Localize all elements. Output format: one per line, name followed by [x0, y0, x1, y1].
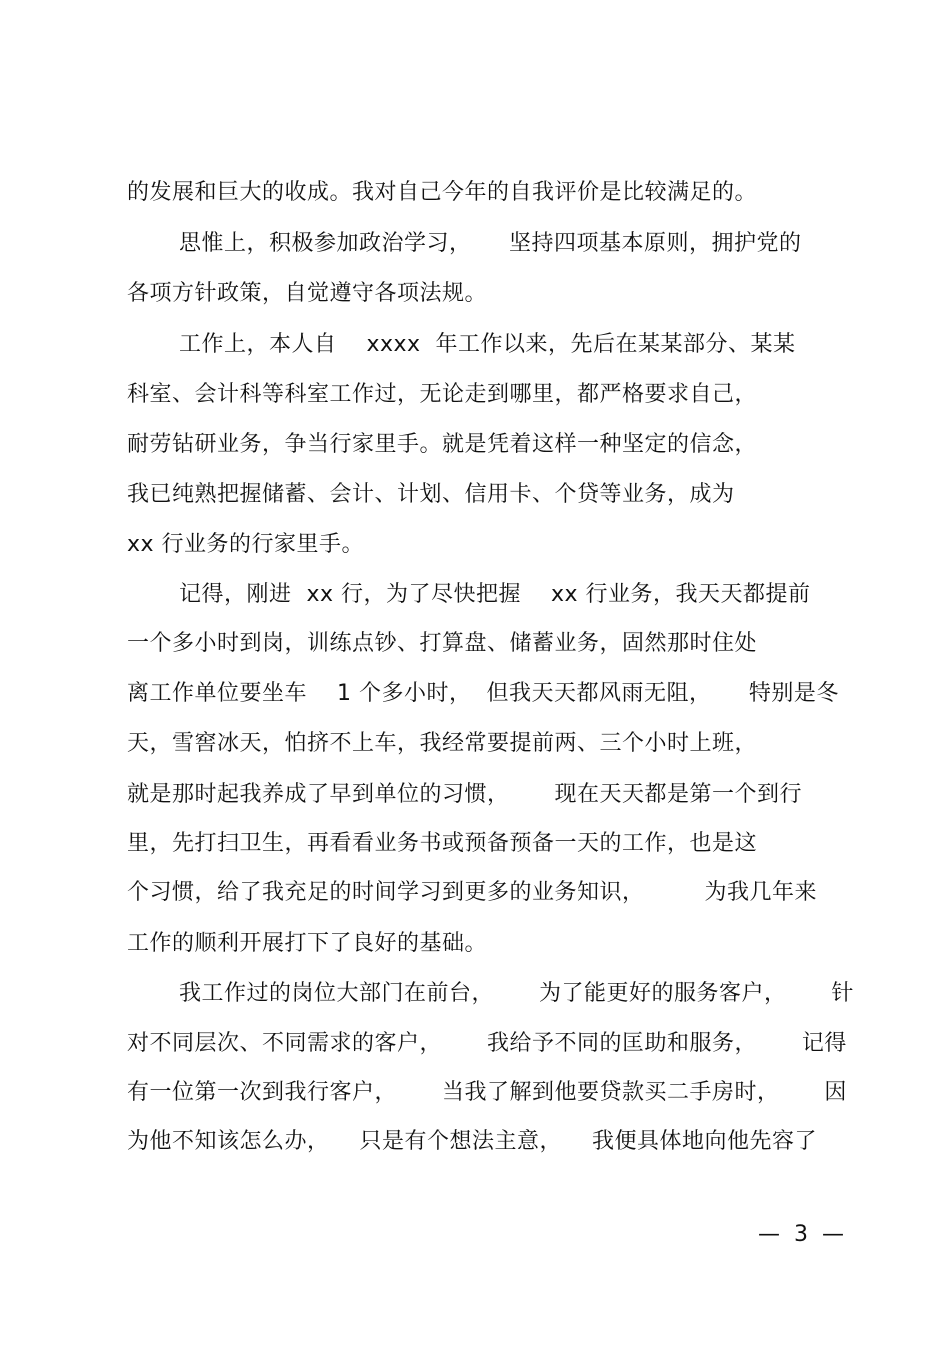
text-line: 的发展和巨大的收成。我对自己今年的自我评价是比较满足的。: [127, 180, 758, 205]
text-line: 有一位第一次到我行客户， 当我了解到他要贷款买二手房时， 因: [127, 1080, 847, 1105]
text-line: 离工作单位要坐车 1 个多小时， 但我天天都风雨无阻， 特别是冬: [127, 681, 839, 706]
text-line: 为他不知该怎么办， 只是有个想法主意， 我便具体地向他先容了: [127, 1129, 817, 1154]
text-line: 一个多小时到岗，训练点钞、打算盘、储蓄业务，固然那时住处: [127, 631, 758, 656]
paragraph-start-line: 思惟上，积极参加政治学习， 坚持四项基本原则，拥护党的: [179, 231, 802, 256]
page-number: — 3 —: [758, 1222, 844, 1247]
text-line: 对不同层次、不同需求的客户， 我给予不同的匡助和服务， 记得: [127, 1031, 847, 1056]
paragraph-start-line: 工作上，本人自 xxxx 年工作以来，先后在某某部分、某某: [179, 332, 796, 357]
text-line: 耐劳钻研业务，争当行家里手。就是凭着这样一种坚定的信念，: [127, 432, 758, 457]
text-line: xx 行业务的行家里手。: [127, 532, 365, 557]
text-line: 天，雪窖冰天，怕挤不上车，我经常要提前两、三个小时上班，: [127, 731, 758, 756]
text-line: 里，先打扫卫生，再看看业务书或预备预备一天的工作，也是这: [127, 831, 758, 856]
text-line: 个习惯，给了我充足的时间学习到更多的业务知识， 为我几年来: [127, 880, 817, 905]
text-line: 各项方针政策，自觉遵守各项法规。: [127, 281, 488, 306]
text-line: 我已纯熟把握储蓄、会计、计划、信用卡、个贷等业务，成为: [127, 482, 735, 507]
text-line: 就是那时起我养成了早到单位的习惯， 现在天天都是第一个到行: [127, 782, 802, 807]
paragraph-start-line: 记得，刚进 xx 行，为了尽快把握 xx 行业务，我天天都提前: [179, 582, 811, 607]
text-line: 工作的顺利开展打下了良好的基础。: [127, 931, 488, 956]
paragraph-start-line: 我工作过的岗位大部门在前台， 为了能更好的服务客户， 针: [179, 981, 854, 1006]
text-line: 科室、会计科等科室工作过，无论走到哪里，都严格要求自己，: [127, 382, 758, 407]
